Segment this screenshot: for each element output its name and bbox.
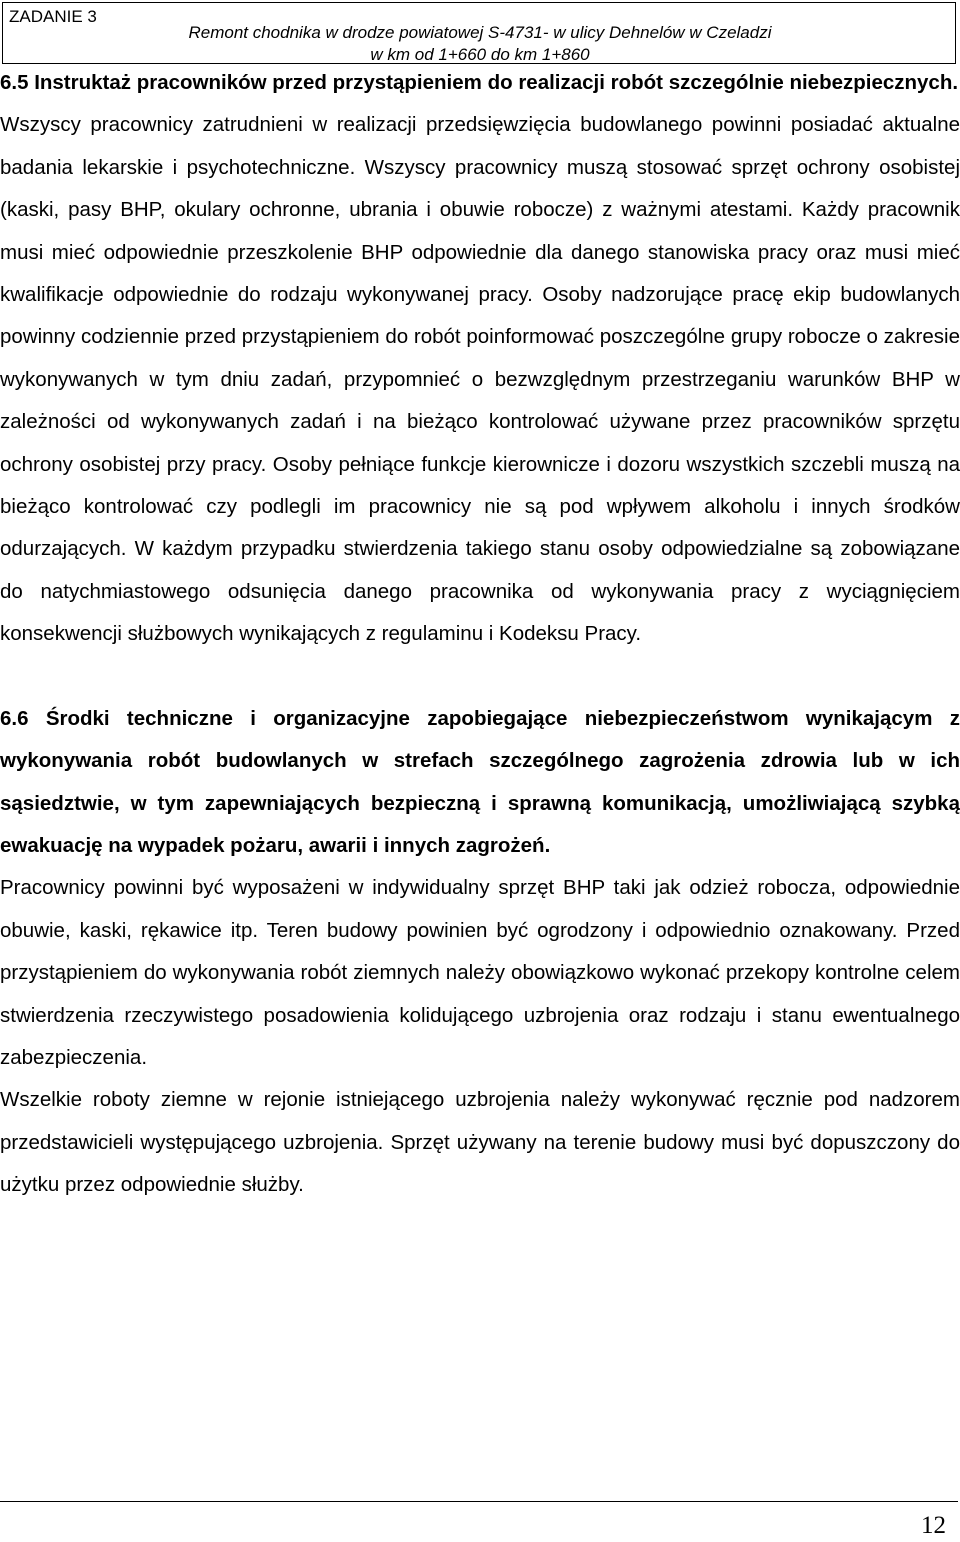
document-body — [0, 62, 960, 1207]
section-gap — [0, 656, 960, 698]
section-6-6-paragraph-2: Wszelkie roboty ziemne w rejonie istniejącego uzbrojenia należy wykonywać ręcznie pod nadzorem przedstawicieli występującego uzbrojenia. Sprzęt używany na terenie budowy musi być dopuszczony do użytku przez odpowiednie służby. — [0, 1088, 960, 1197]
task-label: ZADANIE 3 — [9, 7, 97, 26]
section-6-5-body: Wszyscy pracownicy zatrudnieni w realizacji przedsięwzięcia budowlanego powinni posiadać aktualne badania lekarskie i psychotechniczne. Wszyscy pracownicy muszą stosować sprzęt ochrony osobistej (kaski, pasy BHP, okulary ochronne, ubrania i obuwie robocze) z ważnymi atestami. Każdy pracownik musi mieć odpowiednie przeszkolenie BHP odpowiednie dla danego stanowiska pracy oraz musi mieć kwalifikacje odpowiednie do rodzaju wykonywanej pracy. Osoby nadzorujące pracę ekip budowlanych powinny codziennie przed przystąpieniem do robót poinformować poszczególne grupy robocze o zakresie wykonywanych w tym dniu zadań, przypomnieć o bezwzględnym przestrzeganiu warunków BHP w zależności od wykonywanych zadań i na bieżąco kontrolować używane przez pracowników sprzętu ochrony osobistej przy pracy. Osoby pełniące funkcje kierownicze i dozoru wszystkich szczebli muszą na bieżąco kontrolować czy podlegli im pracownicy nie są pod wpływem alkoholu i innych środków odurzających. W każdym przypadku stwierdzenia takiego stanu osoby odpowiedzialne są zobowiązane do natychmiastowego odsunięcia danego pracownika od wykonywania pracy z wyciągnięciem konsekwencji służbowych wynikających z regulaminu i Kodeksu Pracy. — [0, 113, 960, 646]
header-title-line-2: w km od 1+660 do km 1+860 — [370, 45, 590, 64]
section-6-6-heading: 6.6 Środki techniczne i organizacyjne zapobiegające niebezpieczeństwom wynikającym z wykonywania robót budowlanych w strefach szczególnego zagrożenia zdrowia lub w ich sąsiedztwie, w tym zapewniających bezpieczną i sprawną komunikacją, umożliwiającą szybką ewakuację na wypadek pożaru, awarii i innych zagrożeń. — [0, 706, 960, 857]
footer-divider — [0, 1501, 958, 1502]
header-title-line-1: Remont chodnika w drodze powiatowej S-4731- w ulicy Dehnelów w Czeladzi — [188, 23, 772, 42]
page-number: 12 — [921, 1512, 946, 1539]
section-6-6-paragraph-1: Pracownicy powinni być wyposażeni w indywidualny sprzęt BHP taki jak odzież robocza, odpowiednie obuwie, kaski, rękawice itp. Teren budowy powinien być ogrodzony i odpowiednio oznakowany. Przed przystąpieniem do wykonywania robót ziemnych należy obowiązkowo wykonać przekopy kontrolne celem stwierdzenia rzeczywistego posadowienia kolidującego uzbrojenia oraz rodzaju i stanu ewentualnego zabezpieczenia. — [0, 876, 960, 1069]
section-6-5-heading: 6.5 Instruktaż pracowników przed przystąpieniem do realizacji robót szczególnie niebezpiecznych. — [0, 71, 959, 94]
